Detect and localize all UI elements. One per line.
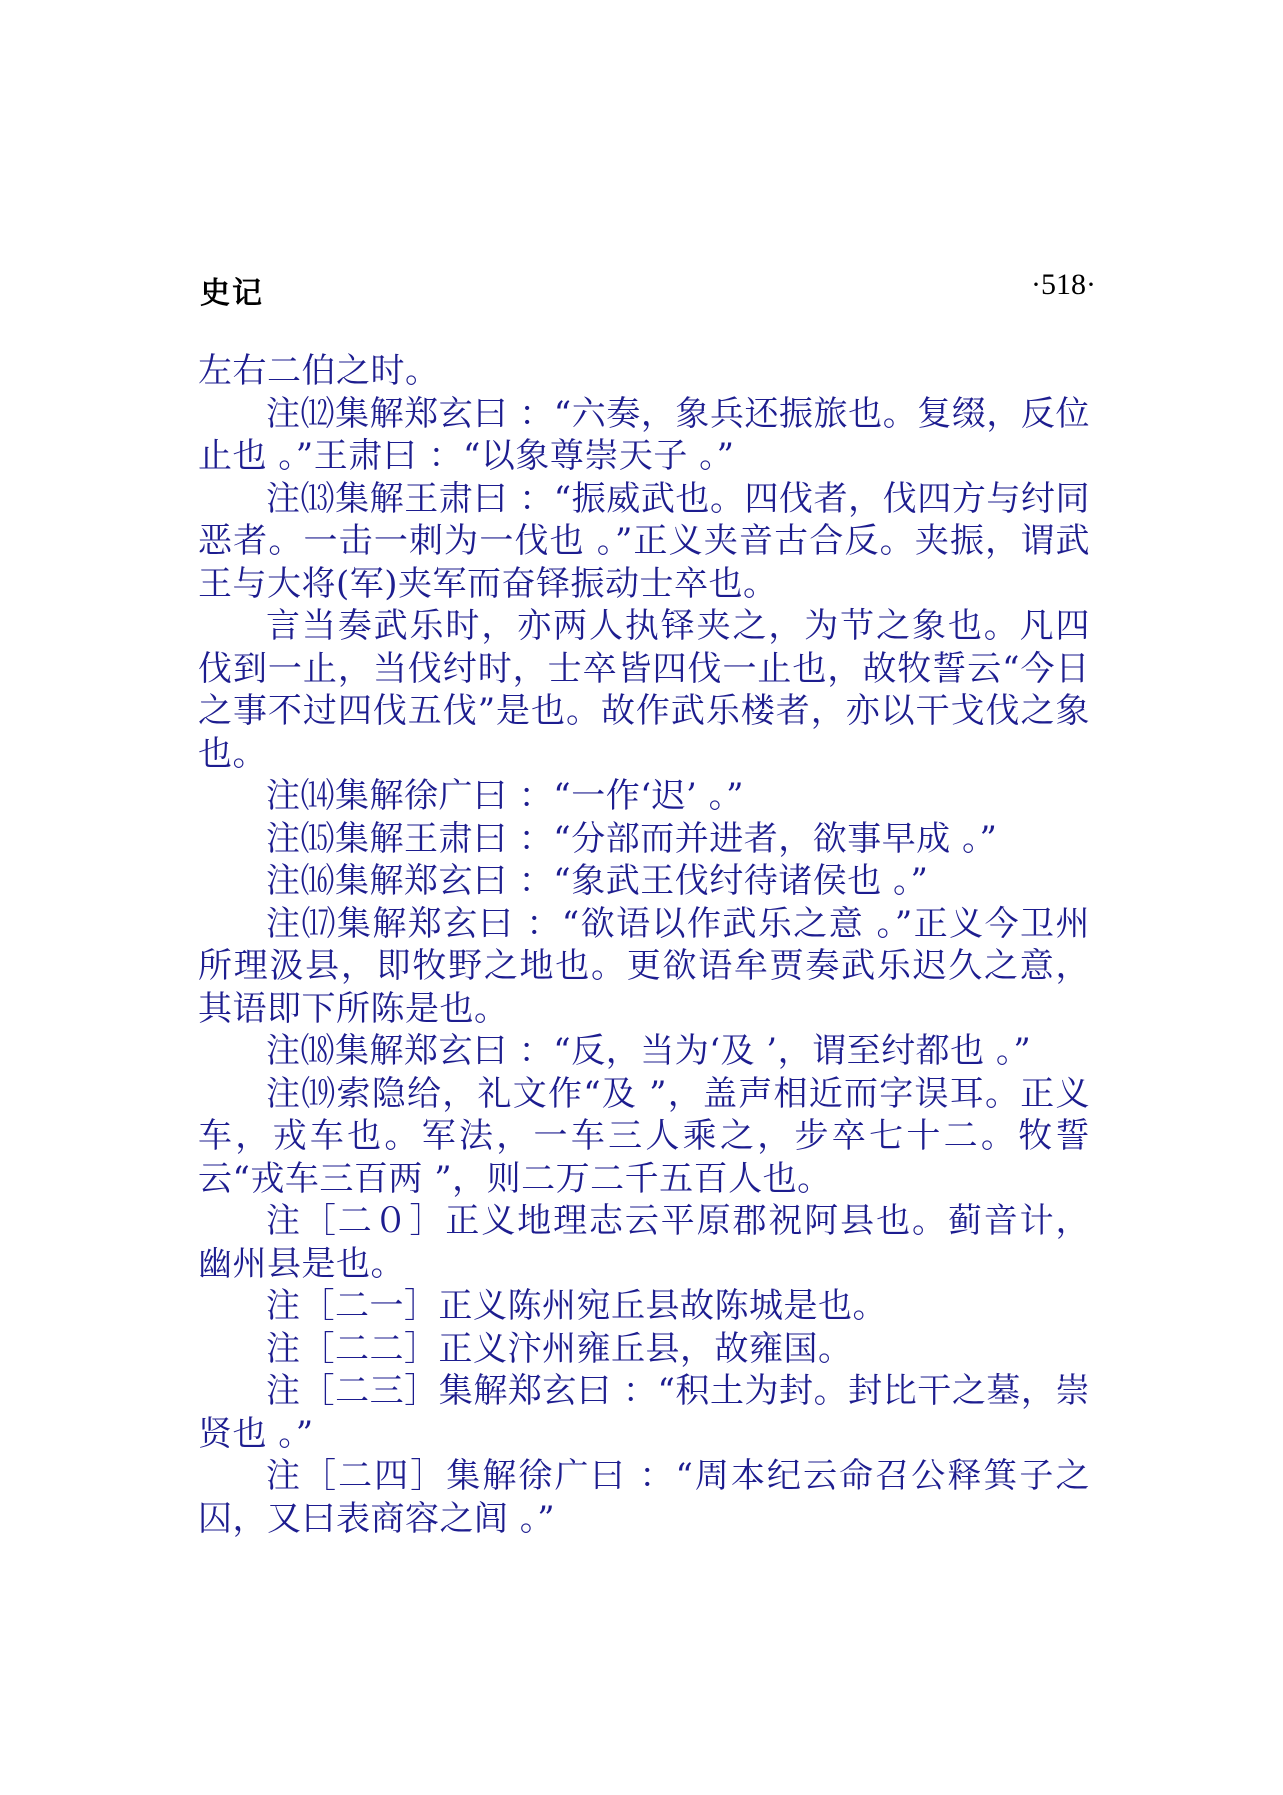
running-title: 史记 — [200, 276, 264, 311]
paragraph: 注［二０］正义地理志云平原郡祝阿县也。蓟音计，幽州县是也。 — [198, 1201, 1090, 1284]
paragraph: 注⒂集解王肃曰 ：“分部而并进者，欲事早成 。” — [266, 818, 998, 859]
paragraph: 注⒁集解徐广曰 ：“一作‘迟’ 。” — [266, 776, 744, 816]
paragraph: 左右二伯之时。 — [198, 351, 440, 391]
paragraph: 注⒃集解郑玄曰 ：“象武王伐纣待诸侯也 。” — [266, 861, 929, 901]
paragraph: 注［二四］集解徐广曰 ：“周本纪云命召公释箕子之囚，又曰表商容之闾 。” — [198, 1456, 1090, 1539]
body-text — [198, 350, 1090, 1540]
paragraph: 言当奏武乐时，亦两人执铎夹之，为节之象也。凡四伐到一止，当伐纣时，士卒皆四伐一止也，故牧誓云“今日之事不过四伐五伐”是也。故作武乐楼者，亦以干戈伐之象也。 — [198, 606, 1090, 774]
paragraph: 注⒄集解郑玄曰 ：“欲语以作武乐之意 。”正义今卫州所理汲县，即牧野之地也。更欲语牟贾奏武乐迟久之意，其语即下所陈是也。 — [198, 903, 1090, 1029]
page-number: ·518· — [1031, 268, 1096, 301]
paragraph: 注⒆索隐给，礼文作“及 ”，盖声相近而字误耳。正义车，戎车也。军法，一车三人乘之，步卒七十二。牧誓云“戎车三百两 ”，则二万二千五百人也。 — [198, 1073, 1090, 1199]
paragraph: 注［二三］集解郑玄曰 ：“积土为封。封比干之墓，崇贤也 。” — [198, 1371, 1090, 1454]
paragraph: 注⒅集解郑玄曰 ：“反，当为‘及 ’，谓至纣都也 。” — [266, 1031, 1032, 1071]
paragraph: 注⒀集解王肃曰 ：“振威武也。四伐者，伐四方与纣同恶者。一击一刺为一伐也 。”正义夹音古合反。夹振，谓武王与大将(军)夹军而奋铎振动士卒也。 — [198, 478, 1090, 604]
paragraph: 注⑿集解郑玄曰 ：“六奏，象兵还振旅也。复缀，反位止也 。”王肃曰 ：“以象尊崇天子 。” — [198, 393, 1090, 476]
paragraph: 注［二二］正义汴州雍丘县，故雍国。 — [266, 1328, 853, 1369]
paragraph: 注［二一］正义陈州宛丘县故陈城是也。 — [266, 1286, 887, 1326]
